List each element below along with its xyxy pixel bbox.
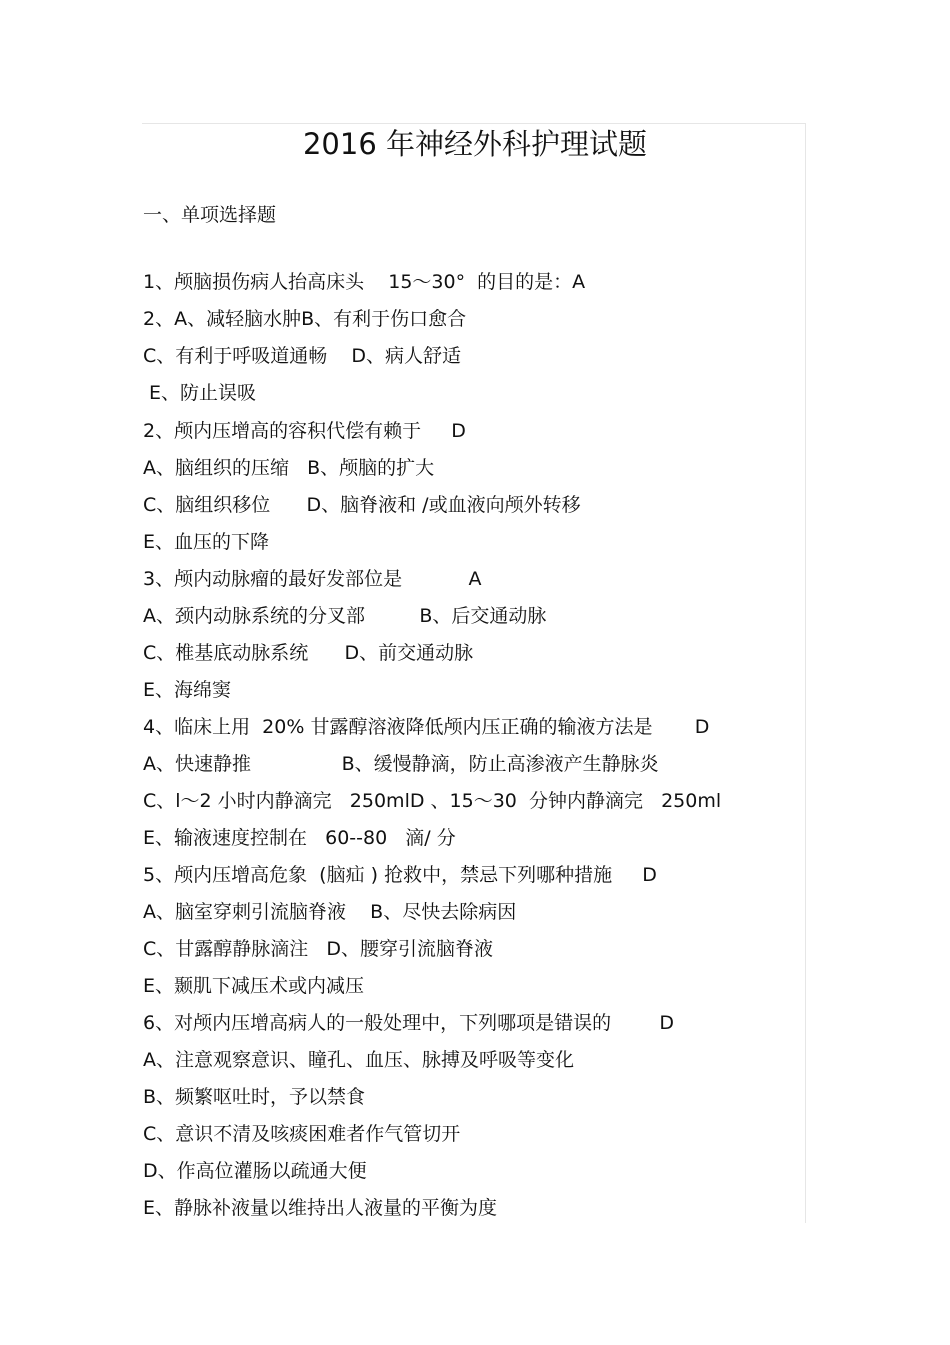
text-line: E、防止误吸 — [143, 382, 257, 404]
text-line: C、椎基底动脉系统 D、前交通动脉 — [143, 642, 474, 664]
text-line: 3、颅内动脉瘤的最好发部位是 A — [143, 568, 482, 590]
text-line: C、脑组织移位 D、脑脊液和 /或血液向颅外转移 — [143, 494, 581, 516]
text-line: C、有利于呼吸道通畅 D、病人舒适 — [143, 345, 462, 367]
text-line: E、海绵窦 — [143, 679, 232, 701]
text-line: A、脑组织的压缩 B、颅脑的扩大 — [143, 457, 435, 479]
section-heading: 一、单项选择题 — [143, 204, 277, 226]
text-line: B、频繁呕吐时，予以禁食 — [143, 1086, 366, 1108]
text-line: 4、临床上用 20% 甘露醇溶液降低颅内压正确的输液方法是 D — [143, 716, 710, 738]
text-line: A、脑室穿刺引流脑脊液 B、尽快去除病因 — [143, 901, 517, 923]
text-line: D、作高位灌肠以疏通大便 — [143, 1160, 367, 1182]
text-line: 6、对颅内压增高病人的一般处理中，下列哪项是错误的 D — [143, 1012, 675, 1034]
text-line: E、静脉补液量以维持出人液量的平衡为度 — [143, 1197, 498, 1219]
text-line: E、颞肌下减压术或内减压 — [143, 975, 365, 997]
text-line: E、输液速度控制在 60--80 滴/ 分 — [143, 827, 456, 849]
document-title: 2016 年神经外科护理试题 — [302, 127, 648, 161]
text-line: A、快速静推 B、缓慢静滴，防止高渗液产生静脉炎 — [143, 753, 659, 775]
text-line: C、意识不清及咳痰困难者作气管切开 — [143, 1123, 461, 1145]
text-line: 5、颅内压增高危象 (脑疝 ) 抢救中，禁忌下列哪种措施 D — [143, 864, 657, 886]
text-line: 2、颅内压增高的容积代偿有赖于 D — [143, 420, 466, 442]
text-line: 2、A、减轻脑水肿B、有利于伤口愈合 — [143, 308, 467, 330]
text-line: A、颈内动脉系统的分叉部 B、后交通动脉 — [143, 605, 547, 627]
text-line: A、注意观察意识、瞳孔、血压、脉搏及呼吸等变化 — [143, 1049, 574, 1071]
text-line: E、血压的下降 — [143, 531, 270, 553]
text-line: C、甘露醇静脉滴注 D、腰穿引流脑脊液 — [143, 938, 494, 960]
text-line: C、l～2 小时内静滴完 250mlD 、15～30 分钟内静滴完 250ml — [143, 790, 722, 812]
text-line: 1、颅脑损伤病人抬高床头 15～30° 的目的是：A — [143, 271, 586, 293]
